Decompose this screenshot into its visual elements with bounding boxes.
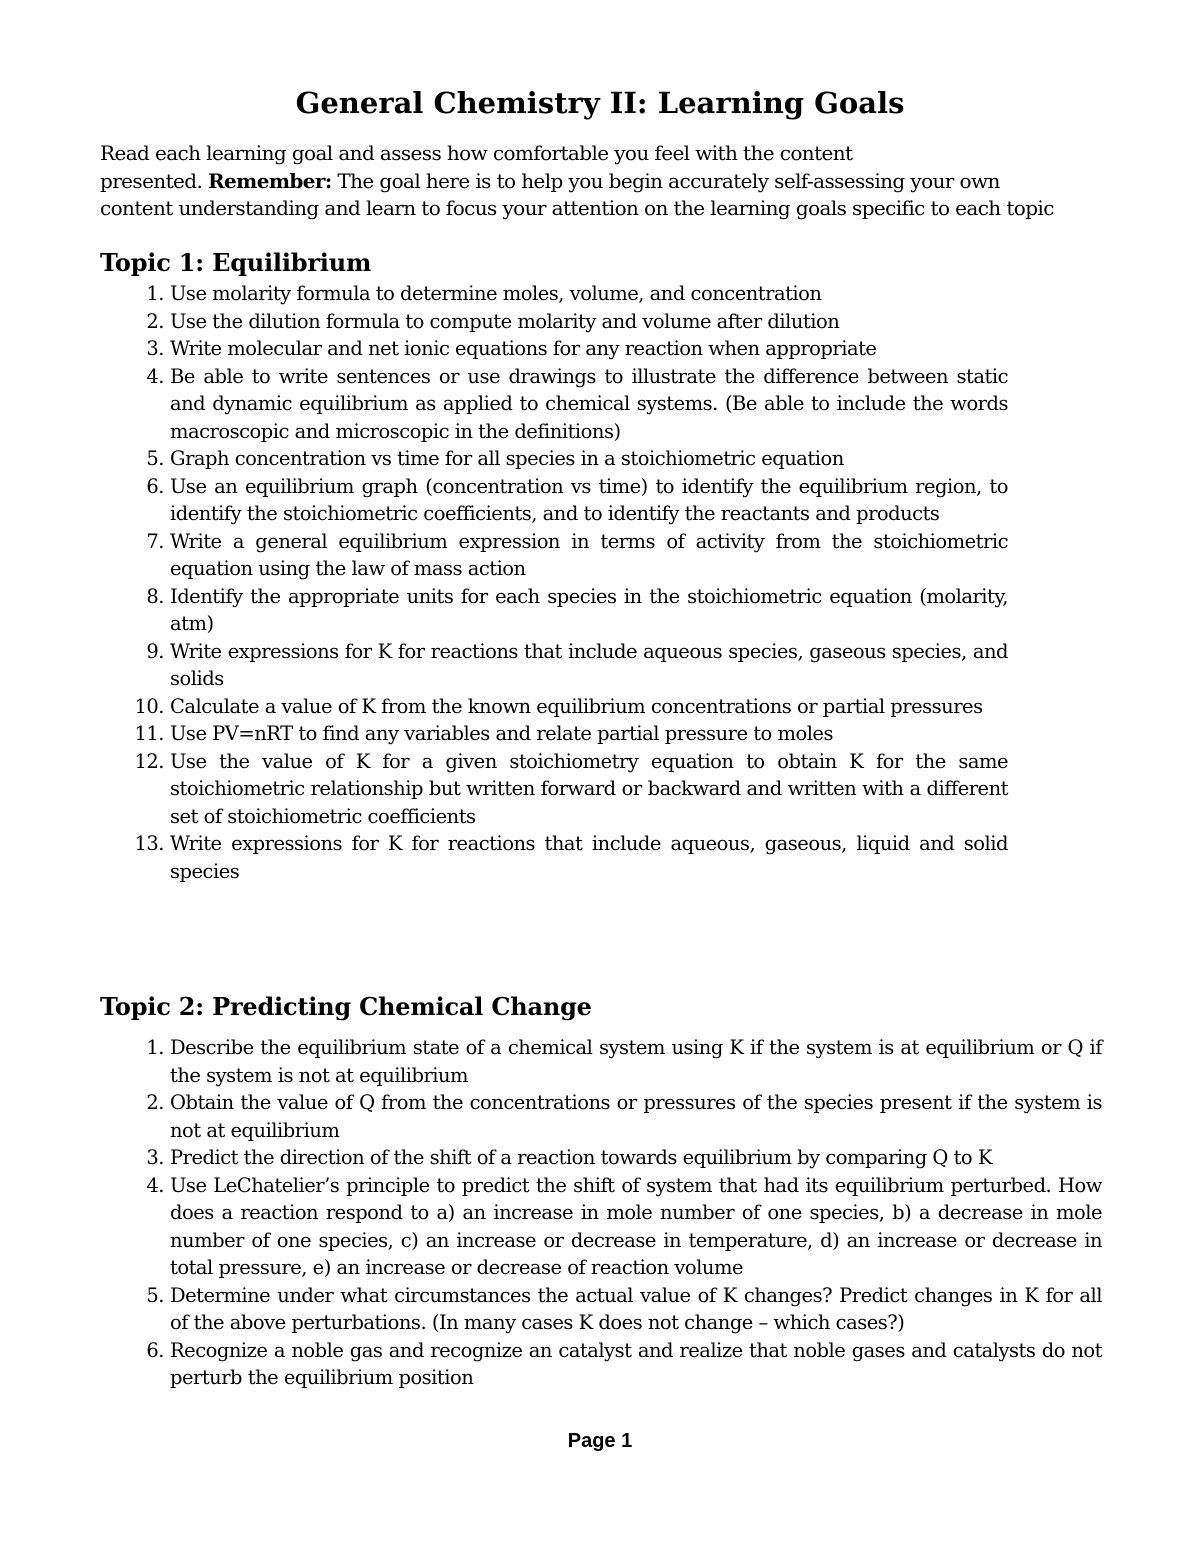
goal-number: 2. bbox=[146, 1091, 164, 1114]
goal-number: 6. bbox=[146, 474, 164, 498]
goal-text: Predict the direction of the shift of a reaction towards equilibrium by comparing Q to K bbox=[170, 1146, 992, 1169]
topic-1-goal-10 bbox=[134, 693, 1008, 721]
topic-2-goal-5 bbox=[146, 1282, 1102, 1337]
topic-1-goal-7 bbox=[146, 528, 1008, 583]
goal-number: 13. bbox=[134, 832, 164, 855]
goal-number: 6. bbox=[146, 1338, 164, 1362]
goal-number: 12. bbox=[134, 749, 164, 773]
goal-text: Write expressions for K for reactions that include aqueous species, gaseous species, and solids bbox=[170, 639, 1008, 690]
topic-2-goal-list bbox=[146, 1034, 1102, 1392]
topic-2-goal-6 bbox=[146, 1337, 1102, 1392]
goal-text: Be able to write sentences or use drawings to illustrate the difference between static and dynamic equilibrium as applied to chemical systems. (Be able to include the words macroscopic and microscopic in the definitions) bbox=[170, 364, 1008, 443]
topic-2-goal-2 bbox=[146, 1089, 1102, 1144]
goal-text: Determine under what circumstances the actual value of K changes? Predict changes in K for all of the above perturbations. (In many cases K does not change – which cases?) bbox=[170, 1283, 1102, 1334]
goal-text: Use PV=nRT to find any variables and relate partial pressure to moles bbox=[170, 722, 833, 745]
goal-number: 2. bbox=[146, 309, 164, 333]
goal-number: 1. bbox=[146, 1036, 164, 1059]
goal-number: 5. bbox=[146, 1283, 164, 1307]
page-number: Page 1 bbox=[567, 1430, 633, 1452]
topic-1-goal-4 bbox=[146, 363, 1008, 446]
topic-1-goal-9 bbox=[146, 638, 1008, 693]
document-title: General Chemistry II: Learning Goals bbox=[295, 86, 905, 120]
goal-number: 8. bbox=[146, 584, 164, 608]
goal-number: 9. bbox=[146, 639, 164, 663]
intro-line-2-rest: The goal here is to help you begin accurately self-assessing your own bbox=[331, 168, 1000, 193]
goal-number: 3. bbox=[146, 1146, 164, 1169]
goal-number: 1. bbox=[146, 282, 164, 305]
goal-text: Use the value of K for a given stoichiometry equation to obtain K for the same stoichiometric relationship but written forward or backward and written with a different set of stoichiometric coefficients bbox=[170, 749, 1008, 828]
topic-2-heading: Topic 2: Predicting Chemical Change bbox=[100, 992, 592, 1021]
intro-paragraph bbox=[100, 140, 1110, 223]
goal-text: Use molarity formula to determine moles, volume, and concentration bbox=[170, 282, 822, 305]
goal-text: Graph concentration vs time for all species in a stoichiometric equation bbox=[170, 447, 844, 470]
goal-text: Use an equilibrium graph (concentration vs time) to identify the equilibrium region, to identify the stoichiometric coefficients, and to identify the reactants and products bbox=[170, 474, 1008, 525]
goal-text: Recognize a noble gas and recognize an catalyst and realize that noble gases and catalysts do not perturb the equilibrium position bbox=[170, 1338, 1102, 1389]
topic-1-goal-3 bbox=[146, 335, 1008, 363]
topic-1-goal-13 bbox=[134, 830, 1008, 885]
topic-1-goal-5 bbox=[146, 445, 1008, 473]
topic-1-goal-11 bbox=[134, 720, 1008, 748]
goal-number: 7. bbox=[146, 529, 164, 553]
intro-line-2 bbox=[100, 168, 1110, 196]
topic-2-goal-4 bbox=[146, 1172, 1102, 1282]
topic-1-goal-2 bbox=[146, 308, 1008, 336]
topic-1-goal-12 bbox=[134, 748, 1008, 831]
goal-text: Calculate a value of K from the known equilibrium concentrations or partial pressures bbox=[170, 694, 983, 718]
topic-1-goal-6 bbox=[146, 473, 1008, 528]
goal-text: Write expressions for K for reactions that include aqueous, gaseous, liquid and solid species bbox=[170, 832, 1008, 883]
intro-line-1: Read each learning goal and assess how comfortable you feel with the content bbox=[100, 141, 853, 165]
remember-label: Remember: bbox=[207, 168, 332, 193]
goal-number: 10. bbox=[134, 694, 164, 718]
goal-text: Write molecular and net ionic equations for any reaction when appropriate bbox=[170, 337, 877, 360]
topic-1-heading: Topic 1: Equilibrium bbox=[100, 248, 372, 277]
goal-text: Identify the appropriate units for each species in the stoichiometric equation (molarity, atm) bbox=[170, 584, 1008, 635]
goal-text: Use LeChatelier’s principle to predict the shift of system that had its equilibrium perturbed. How does a reaction respond to a) an increase in mole number of one species, b) a decrease in mole number of one species, c) an increase or decrease in temperature, d) an increase or decrease in total pressure, e) an increase or decrease of reaction volume bbox=[170, 1173, 1102, 1279]
topic-2-goal-1 bbox=[146, 1034, 1102, 1089]
goal-number: 5. bbox=[146, 447, 164, 470]
goal-number: 3. bbox=[146, 337, 164, 360]
intro-line-2-start: presented. bbox=[100, 168, 208, 193]
goal-number: 11. bbox=[134, 722, 164, 745]
topic-1-goal-8 bbox=[146, 583, 1008, 638]
topic-2-goal-3 bbox=[146, 1144, 1102, 1172]
goal-text: Use the dilution formula to compute molarity and volume after dilution bbox=[170, 309, 840, 333]
goal-text: Describe the equilibrium state of a chemical system using K if the system is at equilibrium or Q if the system is not at equilibrium bbox=[170, 1036, 1102, 1087]
topic-1-goal-1 bbox=[146, 280, 1008, 308]
goal-number: 4. bbox=[146, 1173, 164, 1197]
intro-line-3: content understanding and learn to focus your attention on the learning goals specific to each topic bbox=[100, 196, 1054, 220]
goal-text: Write a general equilibrium expression in terms of activity from the stoichiometric equation using the law of mass action bbox=[170, 529, 1008, 580]
goal-text: Obtain the value of Q from the concentrations or pressures of the species present if the system is not at equilibrium bbox=[170, 1091, 1102, 1142]
goal-number: 4. bbox=[146, 364, 164, 388]
topic-1-goal-list bbox=[134, 280, 1008, 885]
